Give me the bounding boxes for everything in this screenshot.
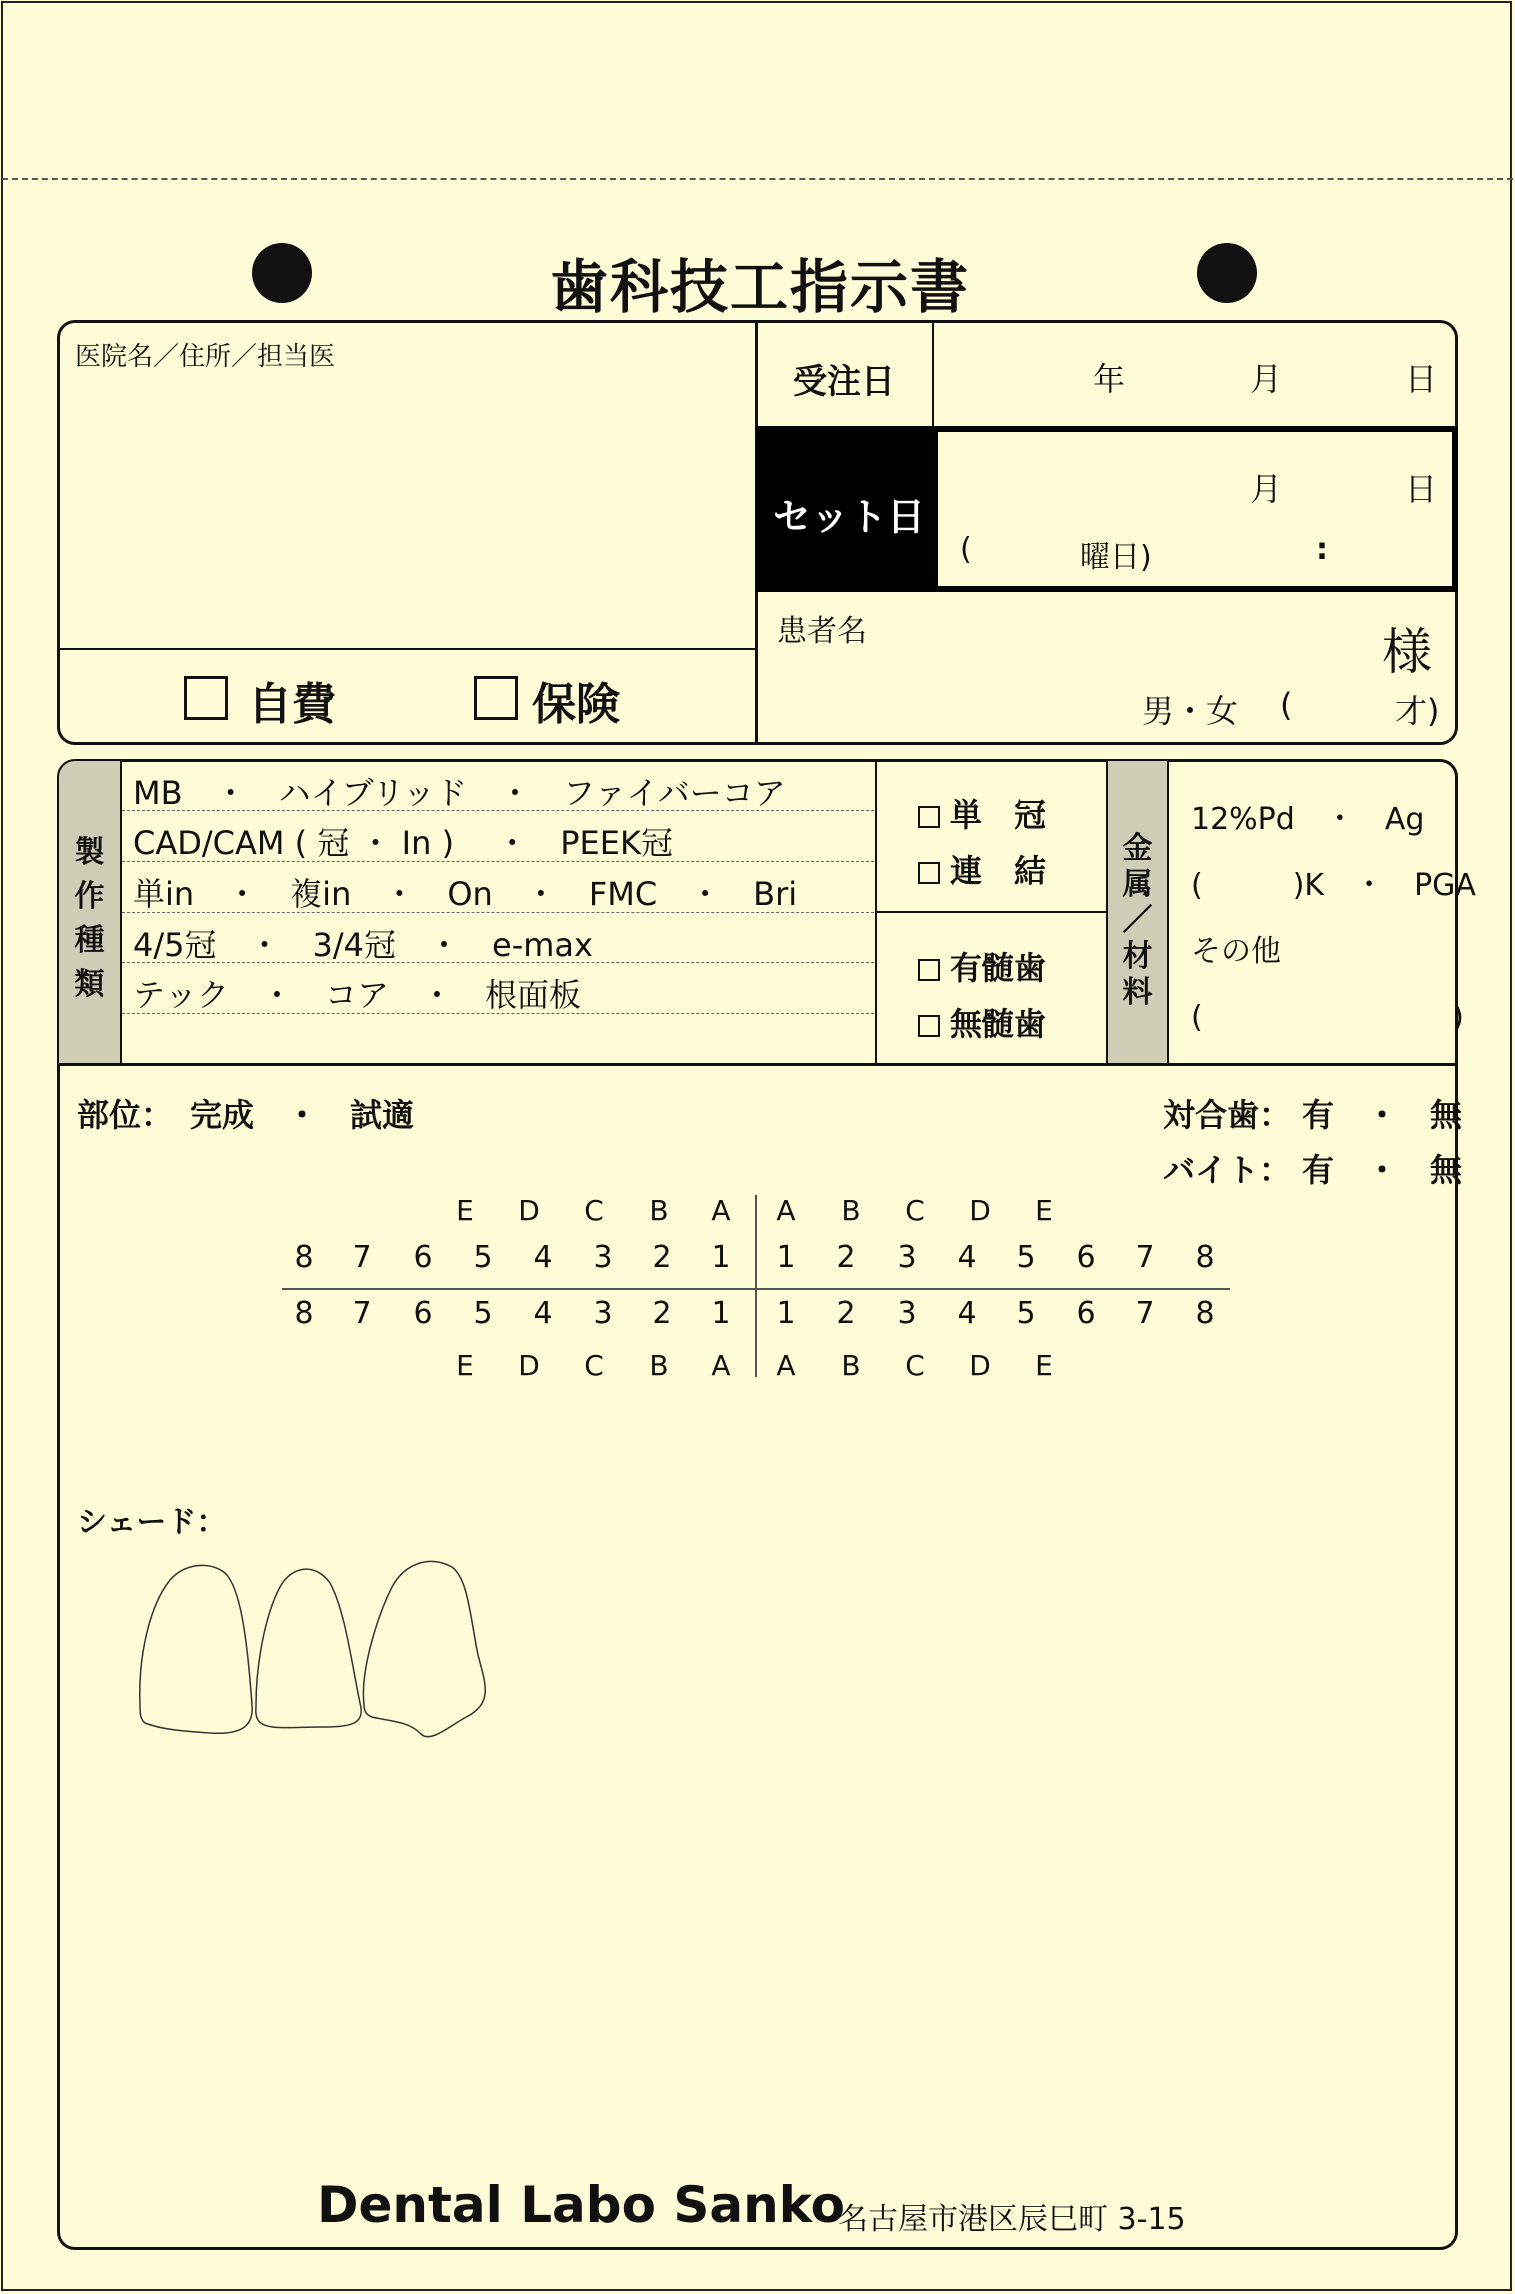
bite-label: バイト： (1163, 1151, 1292, 1189)
single-crown-checkbox[interactable] (918, 806, 940, 828)
options-mid-divider (877, 911, 1106, 913)
vital-tooth-checkbox[interactable] (918, 959, 940, 981)
set-date-field[interactable] (932, 426, 1458, 592)
material-label-char: 料 (1122, 975, 1153, 1010)
permanent-tooth-upper-left[interactable]: 6 (1076, 1240, 1096, 1275)
primary-tooth-lower-right[interactable]: E (456, 1349, 474, 1382)
primary-tooth-upper-right[interactable]: D (518, 1194, 540, 1227)
manufacture-label-char: 種 (74, 923, 105, 958)
site-options[interactable]: 完成 ・ 試適 (190, 1096, 415, 1134)
permanent-tooth-lower-left[interactable]: 3 (897, 1296, 917, 1331)
permanent-tooth-upper-right[interactable]: 5 (473, 1240, 493, 1275)
permanent-tooth-lower-left[interactable]: 5 (1016, 1296, 1036, 1331)
permanent-tooth-upper-left[interactable]: 2 (836, 1240, 856, 1275)
patient-label: 患者名 (777, 614, 867, 649)
row-separator (122, 912, 874, 913)
permanent-tooth-upper-right[interactable]: 2 (652, 1240, 672, 1275)
row-separator (122, 810, 874, 811)
opposing-options[interactable]: 有 ・ 無 (1302, 1096, 1463, 1134)
primary-tooth-upper-left[interactable]: C (905, 1194, 925, 1227)
primary-tooth-upper-right[interactable]: C (584, 1194, 604, 1227)
manufacture-row[interactable]: CAD/CAM ( 冠 ・ In ) ・ PEEK冠 (133, 824, 673, 862)
clinic-label: 医院名／住所／担当医 (75, 342, 336, 372)
set-month: 月 (1250, 470, 1283, 508)
material-label-char: 材 (1122, 939, 1153, 974)
shade-tooth-2[interactable] (256, 1569, 361, 1728)
weekday-open: ( (960, 532, 972, 567)
permanent-tooth-upper-left[interactable]: 5 (1016, 1240, 1036, 1275)
primary-tooth-upper-left[interactable]: B (841, 1194, 861, 1227)
permanent-tooth-upper-left[interactable]: 4 (957, 1240, 977, 1275)
manufacture-row[interactable]: 単in ・ 複in ・ On ・ FMC ・ Bri (133, 875, 798, 913)
patient-name-field[interactable] (900, 640, 1370, 680)
chart-vertical-axis (755, 1195, 757, 1377)
order-date-label: 受注日 (793, 362, 895, 402)
primary-tooth-lower-left[interactable]: E (1035, 1349, 1053, 1382)
order-date-field[interactable] (936, 324, 1454, 424)
nonvital-tooth-label: 無髄歯 (950, 1005, 1047, 1043)
clinic-divider (59, 648, 756, 650)
manufacture-label-char: 類 (74, 967, 105, 1002)
punch-hole-right (1197, 243, 1257, 303)
permanent-tooth-lower-right[interactable]: 4 (533, 1296, 553, 1331)
manufacture-row[interactable]: 4/5冠 ・ 3/4冠 ・ e-max (133, 926, 593, 964)
shade-tooth-3[interactable] (363, 1561, 485, 1736)
material-label-bg (1108, 761, 1167, 1064)
single-crown-option[interactable] (918, 790, 1046, 836)
opposing-label: 対合歯： (1163, 1096, 1292, 1134)
permanent-tooth-lower-right[interactable]: 8 (294, 1296, 314, 1331)
nonvital-tooth-option[interactable] (918, 999, 1046, 1045)
permanent-tooth-lower-left[interactable]: 2 (836, 1296, 856, 1331)
insurance-label: 保険 (532, 679, 620, 730)
permanent-tooth-lower-right[interactable]: 1 (711, 1296, 731, 1331)
primary-tooth-upper-left[interactable]: D (969, 1194, 991, 1227)
primary-tooth-lower-right[interactable]: B (649, 1349, 669, 1382)
manufacture-label-char: 作 (74, 879, 105, 914)
nonvital-tooth-checkbox[interactable] (918, 1015, 940, 1037)
permanent-tooth-lower-left[interactable]: 7 (1135, 1296, 1155, 1331)
time-colon: : (1316, 532, 1328, 567)
primary-tooth-upper-right[interactable]: E (456, 1194, 474, 1227)
linked-crown-option[interactable] (918, 846, 1046, 892)
primary-tooth-upper-left[interactable]: E (1035, 1194, 1053, 1227)
shade-tooth-1[interactable] (140, 1565, 252, 1733)
clinic-field[interactable] (62, 372, 752, 644)
form-title: 歯科技工指示書 (549, 253, 970, 321)
primary-tooth-upper-right[interactable]: A (711, 1194, 731, 1227)
footer-company: Dental Labo Sanko (317, 2176, 845, 2234)
manufacture-row[interactable]: テック ・ コア ・ 根面板 (133, 976, 582, 1014)
permanent-tooth-upper-left[interactable]: 8 (1195, 1240, 1215, 1275)
age-close: 才) (1395, 692, 1440, 730)
permanent-tooth-lower-right[interactable]: 5 (473, 1296, 493, 1331)
permanent-tooth-lower-left[interactable]: 6 (1076, 1296, 1096, 1331)
material-row[interactable]: その他 (1191, 934, 1281, 969)
gender-options[interactable]: 男・女 (1142, 692, 1239, 730)
order-month: 月 (1250, 360, 1283, 398)
options-bottom-line (59, 1063, 1456, 1066)
insurance-checkbox[interactable] (474, 676, 518, 720)
material-label-char: ／ (1122, 903, 1153, 938)
permanent-tooth-upper-right[interactable]: 7 (352, 1240, 372, 1275)
primary-tooth-lower-left[interactable]: C (905, 1349, 925, 1382)
footer-address: 名古屋市港区辰巳町 3-15 (838, 2202, 1186, 2237)
material-divider-right (1167, 761, 1169, 1064)
material-label-char: 金 (1122, 831, 1153, 866)
linked-crown-label: 連 結 (950, 852, 1047, 890)
permanent-tooth-lower-right[interactable]: 3 (593, 1296, 613, 1331)
set-day: 日 (1405, 470, 1438, 508)
single-crown-label: 単 冠 (950, 796, 1047, 834)
permanent-tooth-upper-left[interactable]: 3 (897, 1240, 917, 1275)
weekday-label: 曜日) (1080, 540, 1152, 575)
punch-hole-left (252, 243, 312, 303)
primary-tooth-upper-right[interactable]: B (649, 1194, 669, 1227)
permanent-tooth-lower-left[interactable]: 8 (1195, 1296, 1215, 1331)
private-checkbox[interactable] (184, 676, 228, 720)
primary-tooth-lower-left[interactable]: B (841, 1349, 861, 1382)
honorific: 様 (1382, 623, 1432, 681)
permanent-tooth-upper-right[interactable]: 6 (413, 1240, 433, 1275)
linked-crown-checkbox[interactable] (918, 862, 940, 884)
private-label: 自費 (248, 679, 336, 730)
row-separator (122, 1013, 874, 1014)
material-row[interactable]: 12%Pd ・ Ag (1191, 802, 1425, 837)
order-day: 日 (1405, 360, 1438, 398)
vital-tooth-option[interactable] (918, 943, 1046, 989)
row-separator (122, 962, 874, 963)
permanent-tooth-upper-right[interactable]: 4 (533, 1240, 553, 1275)
material-row[interactable]: ( )K ・ PGA (1191, 868, 1476, 903)
primary-tooth-lower-right[interactable]: C (584, 1349, 604, 1382)
vital-tooth-label: 有髄歯 (950, 949, 1047, 987)
order-year: 年 (1093, 360, 1126, 398)
primary-tooth-lower-left[interactable]: A (776, 1349, 796, 1382)
age-open: ( (1280, 686, 1293, 724)
permanent-tooth-upper-right[interactable]: 3 (593, 1240, 613, 1275)
permanent-tooth-upper-right[interactable]: 1 (711, 1240, 731, 1275)
shade-label: シェード： (77, 1505, 227, 1540)
permanent-tooth-lower-right[interactable]: 2 (652, 1296, 672, 1331)
order-date-divider (932, 322, 934, 426)
permanent-tooth-upper-left[interactable]: 7 (1135, 1240, 1155, 1275)
primary-tooth-lower-left[interactable]: D (969, 1349, 991, 1382)
manufacture-row[interactable]: MB ・ ハイブリッド ・ ファイバーコア (133, 774, 786, 812)
permanent-tooth-lower-right[interactable]: 7 (352, 1296, 372, 1331)
permanent-tooth-lower-right[interactable]: 6 (413, 1296, 433, 1331)
permanent-tooth-upper-left[interactable]: 1 (776, 1240, 796, 1275)
material-label-char: 属 (1122, 867, 1153, 902)
primary-tooth-lower-right[interactable]: A (711, 1349, 731, 1382)
permanent-tooth-upper-right[interactable]: 8 (294, 1240, 314, 1275)
permanent-tooth-lower-left[interactable]: 1 (776, 1296, 796, 1331)
row-separator (122, 861, 874, 862)
manufacture-label-char: 製 (74, 835, 105, 870)
primary-tooth-lower-right[interactable]: D (518, 1349, 540, 1382)
bite-options[interactable]: 有 ・ 無 (1302, 1151, 1463, 1189)
perforation-line (2, 178, 1513, 180)
shade-tooth-outlines (130, 1555, 500, 1745)
primary-tooth-upper-left[interactable]: A (776, 1194, 796, 1227)
permanent-tooth-lower-left[interactable]: 4 (957, 1296, 977, 1331)
set-date-label: セット日 (773, 495, 926, 539)
manufacture-label-bg (59, 761, 120, 1064)
site-label: 部位： (77, 1096, 174, 1134)
material-row[interactable]: ( ) (1191, 1000, 1464, 1035)
